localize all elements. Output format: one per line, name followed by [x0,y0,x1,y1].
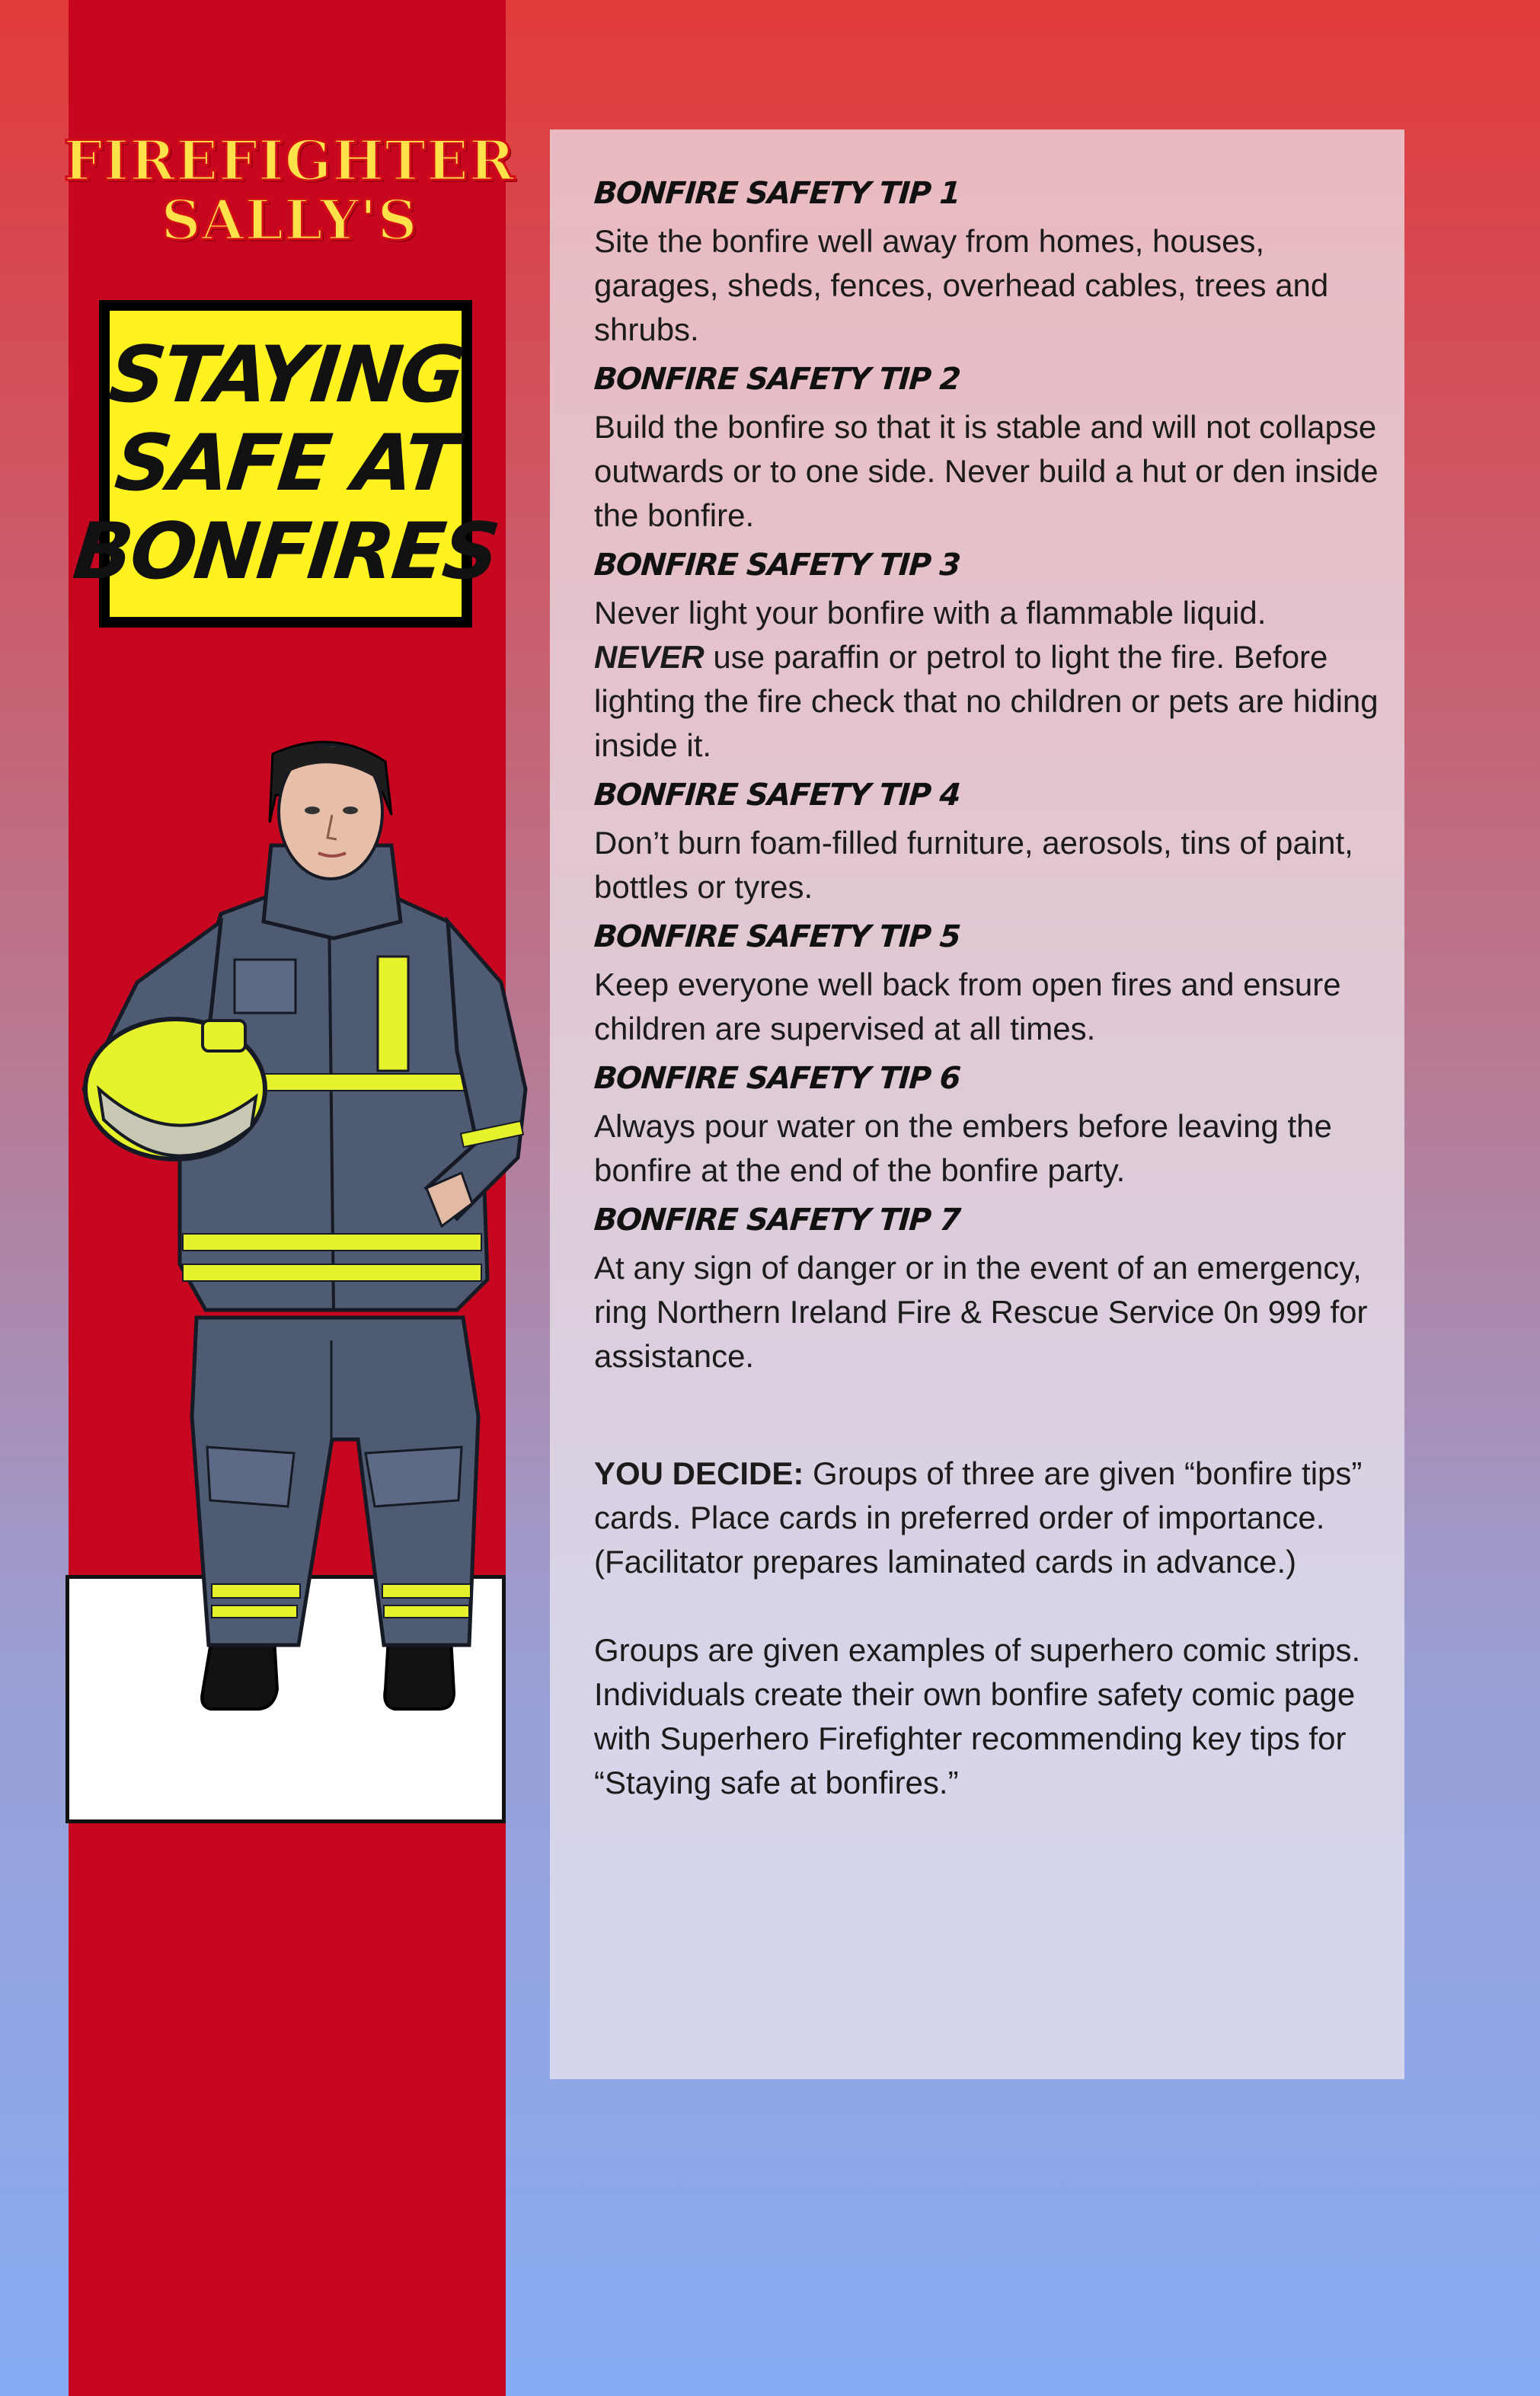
tip-1 [594,174,1386,352]
tip-body: Keep everyone well back from open fires and ensure children are supervised at all times. [594,966,1341,1046]
tip-7 [594,1200,1386,1378]
tip-heading: BONFIRE SAFETY TIP 4 [593,778,961,813]
tip-heading: BONFIRE SAFETY TIP 7 [593,1203,961,1238]
tip-body: At any sign of danger or in the event of an emergency, ring Northern Ireland Fire & Rescue Service 0n 999 for assistance. [594,1250,1368,1374]
tip-body-part2: use paraffin or petrol to light the fire. Before lighting the fire check that no children or pets are hiding inside it. [594,639,1379,763]
trouser-stripe-left [212,1584,300,1598]
tip-body: Build the bonfire so that it is stable and will not collapse outwards or to one side. Never build a hut or den inside the bonfire. [594,409,1379,533]
tip-body-emphasis: NEVER [594,639,705,675]
tip-body-part1: Never light your bonfire with a flammable liquid. [594,595,1267,631]
radio-pocket [378,957,408,1071]
helmet-lamp [203,1021,245,1051]
headline-line1: STAYING [104,330,467,420]
headline-line3: BONFIRES [69,506,502,597]
trouser-stripe-right-2 [384,1605,469,1618]
brand-title-line1: FIREFIGHTER [63,128,516,193]
tip-2 [594,359,1386,538]
left-boot [202,1637,277,1709]
activity-section [594,1452,1386,1584]
tip-heading: BONFIRE SAFETY TIP 1 [593,176,961,211]
knee-pad-right [366,1447,462,1506]
tip-body [594,591,1386,768]
tip-4 [594,775,1386,909]
tip-heading: BONFIRE SAFETY TIP 5 [593,919,961,954]
tip-body: Site the bonfire well away from homes, houses, garages, sheds, fences, overhead cables, trees and shrubs. [594,223,1329,347]
headline-line2: SAFE AT [111,418,460,509]
activity-text [594,1452,1386,1584]
trouser-stripe-left-2 [212,1605,297,1618]
tip-heading: BONFIRE SAFETY TIP 6 [593,1061,961,1096]
extension-text: Groups are given examples of superhero comic strips. Individuals create their own bonfire safety comic page with Superhero Firefighter recommending key tips for “Staying safe at bonfires.” [594,1632,1361,1800]
tip-5 [594,917,1386,1051]
knee-pad-left [207,1447,294,1506]
tip-body: Don’t burn foam-filled furniture, aerosols, tins of paint, bottles or tyres. [594,825,1353,905]
tip-3 [594,545,1386,768]
brand-title [46,128,533,252]
eye-right [343,807,358,814]
jacket-stripe-waist-2 [183,1264,481,1281]
tip-heading: BONFIRE SAFETY TIP 3 [593,548,961,583]
tip-6 [594,1059,1386,1193]
tip-body: Always pour water on the embers before leaving the bonfire at the end of the bonfire party. [594,1108,1332,1188]
brand-title-line2: SALLY'S [161,187,418,252]
right-boot [385,1637,454,1709]
jacket-stripe-waist-1 [183,1234,481,1251]
headline-box [69,300,502,628]
firefighter-illustration [30,731,579,1775]
headline-inner [69,311,502,617]
eye-left [305,807,320,814]
activity-description: Groups of three are given “bonfire tips” cards. Place cards in preferred order of importance. (Facilitator prepares laminated cards in advance.) [594,1455,1363,1580]
extension-section [594,1628,1386,1805]
activity-label: YOU DECIDE: [594,1455,804,1491]
chest-pocket-left [235,960,296,1013]
tips-panel [550,129,1404,2079]
tips-content [594,174,1386,1805]
tip-heading: BONFIRE SAFETY TIP 2 [593,362,961,397]
trouser-stripe-right [382,1584,471,1598]
